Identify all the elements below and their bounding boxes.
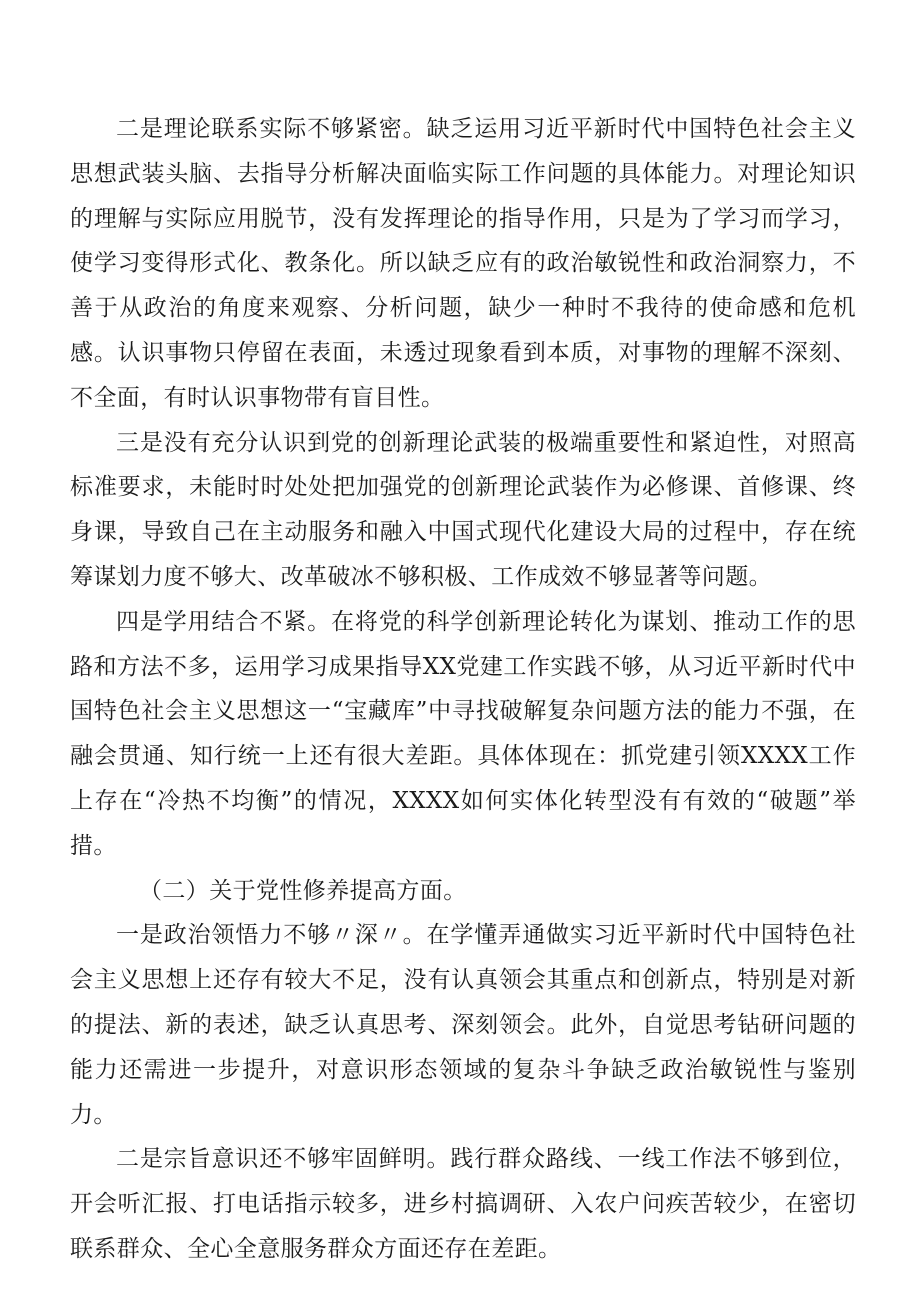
document-body <box>70 107 856 1272</box>
paragraph-purpose-awareness: 二是宗旨意识还不够牢固鲜明。践行群众路线、一线工作法不够到位，开会听汇报、打电话指示较多，进乡村搞调研、入农户问疾苦较少，在密切联系群众、全心全意服务群众方面还存在差距。 <box>70 1146 856 1262</box>
paragraph-study-application: 四是学用结合不紧。在将党的科学创新理论转化为谋划、推动工作的思路和方法不多，运用学习成果指导XX党建工作实践不够，从习近平新时代中国特色社会主义思想这一“宝藏库”中寻找破解复杂问题方法的能力不强，在融会贯通、知行统一上还有很大差距。具体体现在：抓党建引领XXXX工作上存在“冷热不均衡”的情况，XXXX如何实体化转型没有有效的“破题”举措。 <box>70 608 856 859</box>
section-heading-party-cultivation: （二）关于党性修养提高方面。 <box>139 877 467 904</box>
paragraph-innovation-theory: 三是没有充分认识到党的创新理论武装的极端重要性和紧迫性，对照高标准要求，未能时时处处把加强党的创新理论武装作为必修课、首修课、终身课，导致自己在主动服务和融入中国式现代化建设大局的过程中，存在统筹谋划力度不够大、改革破冰不够积极、工作成效不够显著等问题。 <box>70 429 856 590</box>
paragraph-political-understanding: 一是政治领悟力不够〃深〃。在学懂弄通做实习近平新时代中国特色社会主义思想上还存有较大不足，没有认真领会其重点和创新点，特别是对新的提法、新的表述，缺乏认真思考、深刻领会。此外，自觉思考钻研问题的能力还需进一步提升，对意识形态领域的复杂斗争缺乏政治敏锐性与鉴别力。 <box>70 922 856 1128</box>
paragraph-theory-practice: 二是理论联系实际不够紧密。缺乏运用习近平新时代中国特色社会主义思想武装头脑、去指导分析解决面临实际工作问题的具体能力。对理论知识的理解与实际应用脱节，没有发挥理论的指导作用，只是为了学习而学习，使学习变得形式化、教条化。所以缺乏应有的政治敏锐性和政治洞察力，不善于从政治的角度来观察、分析问题，缺少一种时不我待的使命感和危机感。认识事物只停留在表面，未透过现象看到本质，对事物的理解不深刻、不全面，有时认识事物带有盲目性。 <box>70 116 856 411</box>
